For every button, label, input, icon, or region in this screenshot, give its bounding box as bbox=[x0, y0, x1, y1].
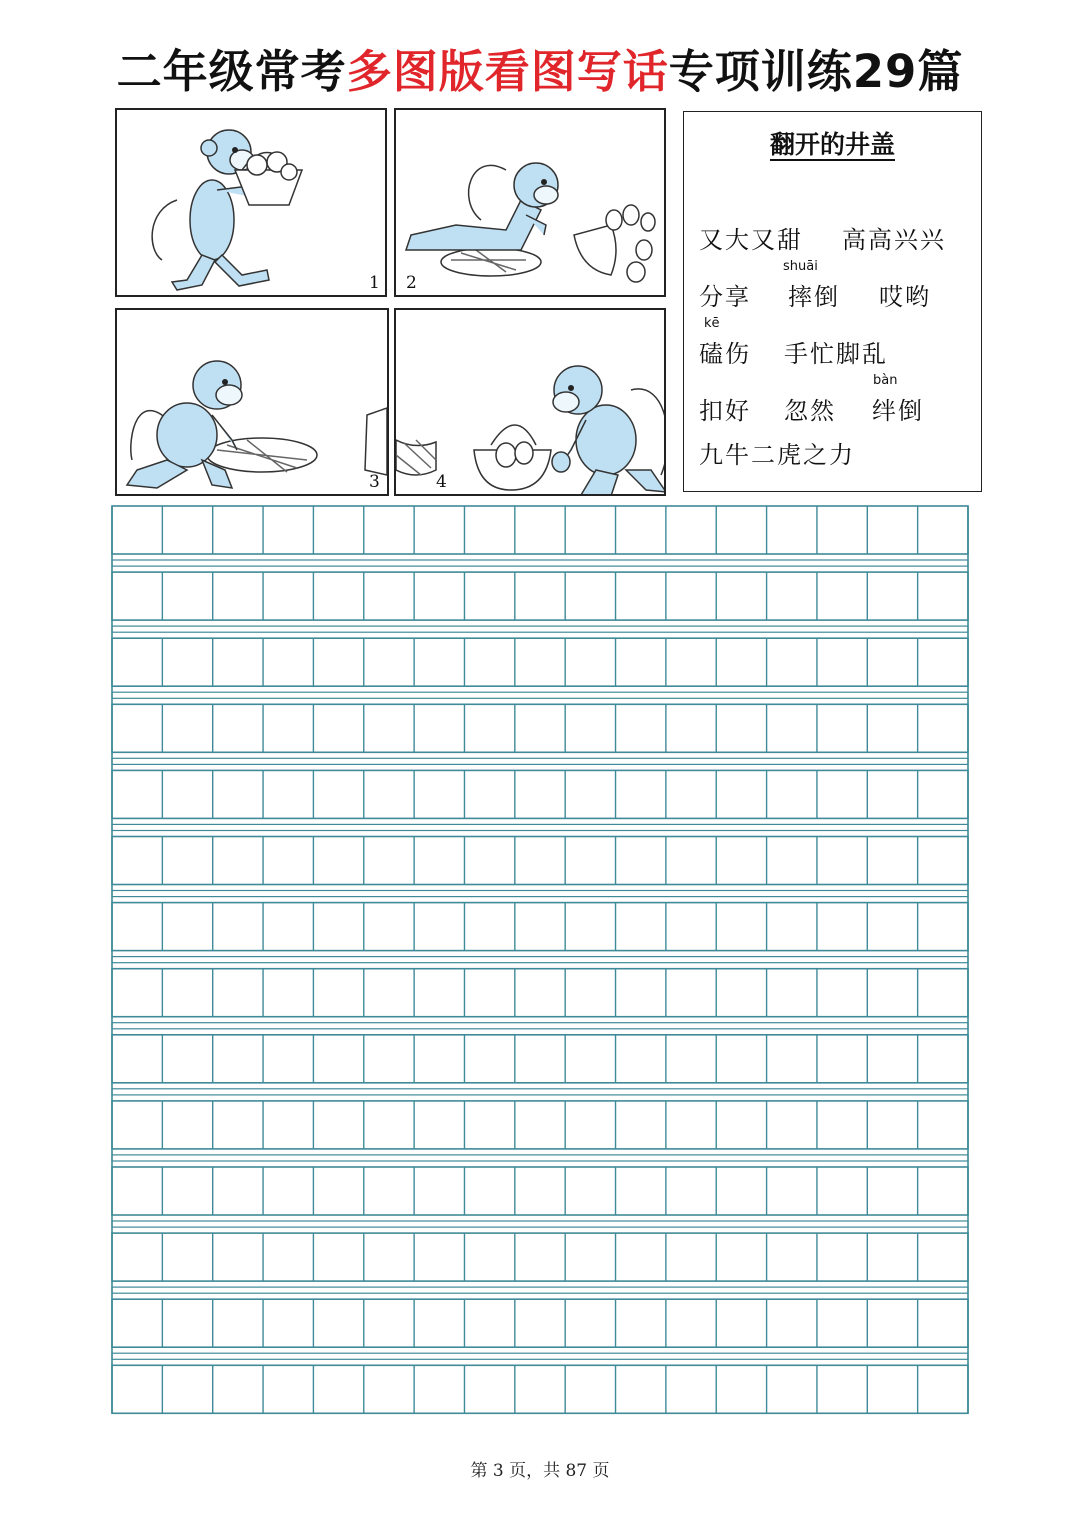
grid-row bbox=[112, 572, 968, 632]
panel-number: 4 bbox=[436, 472, 447, 492]
pinyin-annotation: bàn bbox=[873, 373, 898, 388]
word: 手忙脚乱 bbox=[784, 340, 888, 368]
grid-row bbox=[112, 638, 968, 698]
word: 扣好 bbox=[699, 397, 751, 425]
grid-row bbox=[112, 1101, 968, 1161]
word: 绊倒 bbox=[872, 397, 924, 425]
word: 分享 bbox=[699, 283, 751, 311]
grid-row bbox=[112, 1233, 968, 1293]
word: 忽然 bbox=[784, 397, 836, 425]
title-part-1: 二年级常考 bbox=[116, 45, 347, 98]
grid-row bbox=[112, 1365, 968, 1413]
pinyin-annotation: shuāi bbox=[783, 259, 818, 274]
panel-number: 1 bbox=[369, 273, 380, 293]
grid-row bbox=[112, 903, 968, 963]
panel-number: 2 bbox=[406, 273, 417, 293]
pinyin-annotation: kē bbox=[704, 316, 720, 331]
panel-number: 3 bbox=[369, 472, 380, 492]
grid-row bbox=[112, 1035, 968, 1095]
grid-row bbox=[112, 506, 968, 566]
title-part-2-highlight: 多图版看图写话 bbox=[346, 45, 669, 98]
word: 九牛二虎之力 bbox=[699, 441, 855, 469]
grid-row bbox=[112, 969, 968, 1029]
grid-row bbox=[112, 1167, 968, 1227]
word: 哎哟 bbox=[879, 283, 931, 311]
grid-row bbox=[112, 770, 968, 830]
page-footer: 第 3 页，共 87 页 bbox=[470, 1461, 610, 1481]
grid-row bbox=[112, 1299, 968, 1359]
story-title: 翻开的井盖 bbox=[769, 130, 895, 159]
word: 磕伤 bbox=[699, 340, 751, 368]
grid-row bbox=[112, 704, 968, 764]
word: 又大又甜 bbox=[699, 226, 803, 254]
word: 摔倒 bbox=[788, 283, 840, 311]
word: 高高兴兴 bbox=[842, 226, 946, 254]
grid-row bbox=[112, 837, 968, 897]
title-part-3: 专项训练29篇 bbox=[668, 45, 964, 98]
